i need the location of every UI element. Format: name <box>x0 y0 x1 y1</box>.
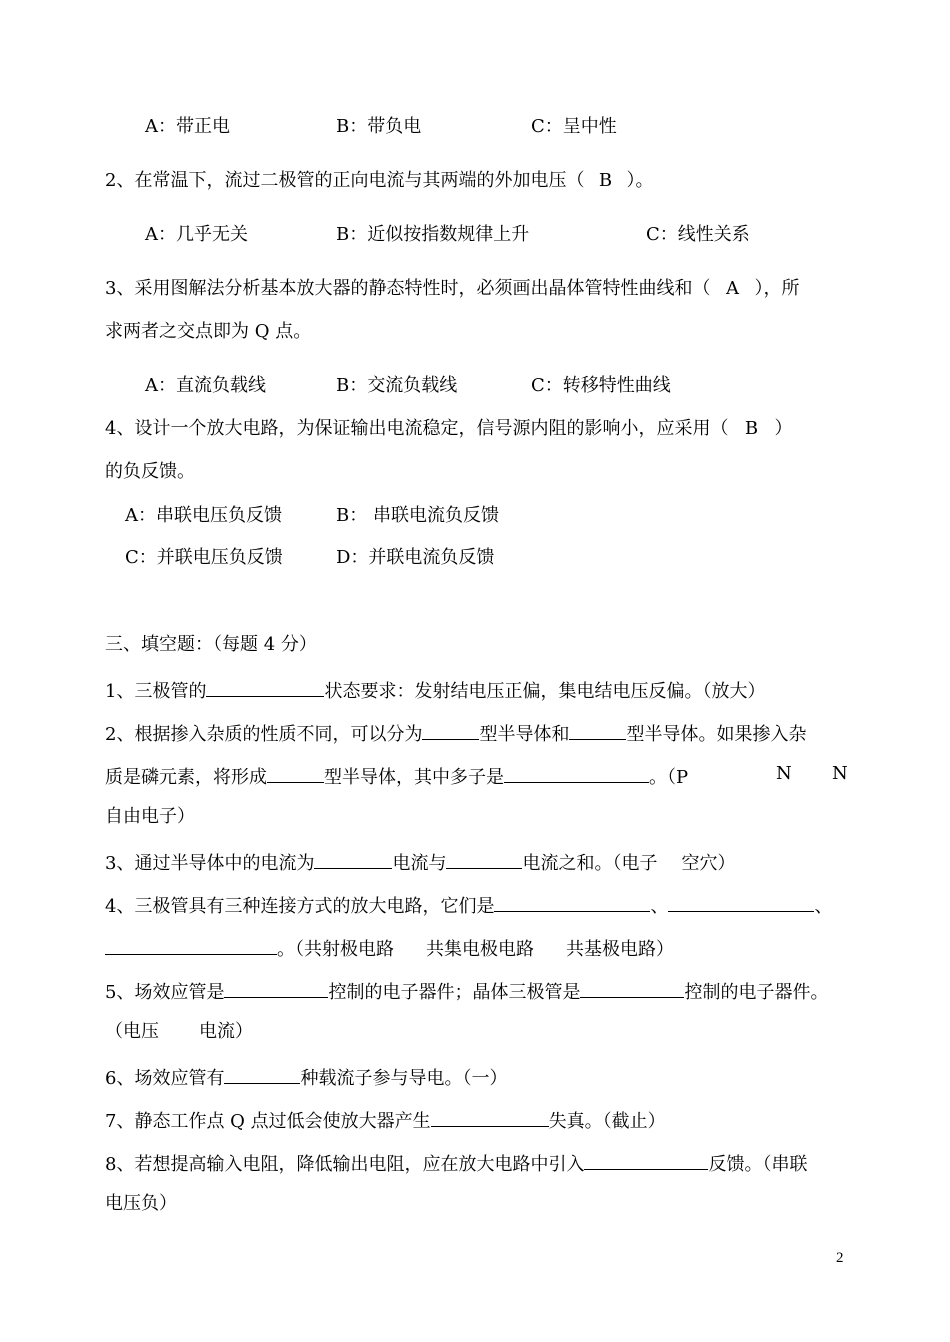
blank <box>446 848 522 869</box>
q3-option-c: C：转移特性曲线 <box>531 375 671 396</box>
blank <box>224 977 328 998</box>
fill-2-line-3: 自由电子） <box>105 806 195 827</box>
fill-6-text-b: 种载流子参与导电。（一） <box>300 1068 508 1089</box>
q4-option-a: A：串联电压负反馈 <box>125 505 282 526</box>
fill-5-text-b: 控制的电子器件；晶体三极管是 <box>328 982 581 1003</box>
fill-7-text-a: 7、静态工作点 Q 点过低会使放大器产生 <box>105 1111 431 1132</box>
fill-5-text-a: 5、场效应管是 <box>105 982 225 1003</box>
blank <box>105 934 277 955</box>
fill-2-text-d: 质是磷元素，将形成 <box>105 767 267 788</box>
fill-8-line-1 <box>105 1149 807 1177</box>
q3-continuation: 求两者之交点即为 Q 点。 <box>105 321 312 342</box>
q1-option-a: A：带正电 <box>145 116 230 137</box>
fill-4-sep-1: 、 <box>650 896 669 917</box>
q4-option-c: C：并联电压负反馈 <box>125 547 283 568</box>
q4-text: 4、设计一个放大电路，为保证输出电流稳定，信号源内阻的影响小，应采用（ <box>105 418 729 439</box>
q2-end: ）。 <box>626 170 654 191</box>
q4-answer: B <box>744 418 759 439</box>
q2-option-c: C：线性关系 <box>646 224 750 245</box>
fill-5-text-c: 控制的电子器件。 <box>684 982 829 1003</box>
q3-end: ），所 <box>754 278 800 299</box>
fill-8-text-a: 8、若想提高输入电阻，降低输出电阻，应在放大电路中引入 <box>105 1154 585 1175</box>
fill-5-line-2 <box>105 1020 253 1044</box>
fill-5-text-e: 电流） <box>199 1021 253 1042</box>
fill-5-text-d: （电压 <box>105 1021 159 1042</box>
fill-2-text-e: 型半导体，其中多子是 <box>324 767 504 788</box>
q4-option-d: D：并联电流负反馈 <box>336 547 495 568</box>
blank <box>569 719 626 740</box>
blank <box>314 848 392 869</box>
blank <box>431 1106 549 1127</box>
fill-3-text-b: 电流与 <box>392 853 447 874</box>
q1-option-c: C：呈中性 <box>531 116 617 137</box>
fill-6-text-a: 6、场效应管有 <box>105 1068 225 1089</box>
fill-8-line-2: 电压负） <box>105 1193 177 1214</box>
fill-4-text-d: 。（共射极电路 <box>277 939 394 960</box>
fill-4-text-a: 4、三极管具有三种连接方式的放大电路，它们是 <box>105 896 495 917</box>
q3-option-b: B：交流负载线 <box>336 375 458 396</box>
fill-3-text-c: 电流之和。（电子 <box>522 853 658 874</box>
blank <box>580 977 684 998</box>
section-title: 三、填空题：（每题 4 分） <box>105 634 317 655</box>
fill-2-text-a: 2、根据掺入杂质的性质不同，可以分为 <box>105 724 423 745</box>
q1-option-b: B：带负电 <box>336 116 422 137</box>
q3-answer: A <box>725 278 739 299</box>
blank <box>206 676 324 697</box>
fill-1 <box>105 676 765 704</box>
fill-2-answer-n2: N <box>832 763 848 784</box>
fill-4-text-e: 共集电极电路 <box>426 939 534 960</box>
q3-option-a: A：直流负载线 <box>145 375 266 396</box>
q2-option-a: A：几乎无关 <box>145 224 248 245</box>
q4-end: ） <box>774 418 793 439</box>
fill-2-text-f: 。（P <box>649 767 689 788</box>
fill-4-line-1 <box>105 891 832 919</box>
q2-text: 2、在常温下，流过二极管的正向电流与其两端的外加电压（ <box>105 170 585 191</box>
q4-continuation: 的负反馈。 <box>105 461 195 482</box>
blank <box>422 719 479 740</box>
q4-line <box>105 417 792 441</box>
fill-2-line-2 <box>105 762 688 790</box>
q3-line <box>105 277 799 301</box>
fill-2-text-b: 型半导体和 <box>479 724 570 745</box>
fill-7-text-b: 失真。（截止） <box>548 1111 666 1132</box>
fill-7 <box>105 1106 666 1134</box>
fill-2-line-1 <box>105 719 806 747</box>
fill-4-sep-2: 、 <box>814 896 833 917</box>
fill-6 <box>105 1063 507 1091</box>
blank <box>668 891 814 912</box>
blank <box>224 1063 300 1084</box>
fill-4-text-f: 共基极电路） <box>566 939 674 960</box>
blank <box>584 1149 708 1170</box>
fill-1-text-b: 状态要求：发射结电压正偏，集电结电压反偏。（放大） <box>324 681 766 702</box>
blank <box>504 762 649 783</box>
blank <box>494 891 650 912</box>
fill-2-text-c: 型半导体。如果掺入杂 <box>626 724 807 745</box>
q3-text: 3、采用图解法分析基本放大器的静态特性时，必须画出晶体管特性曲线和（ <box>105 278 711 299</box>
fill-2-answer-n1: N <box>776 763 792 784</box>
fill-5-line-1 <box>105 977 828 1005</box>
fill-3 <box>105 848 735 876</box>
q4-option-b: B： 串联电流负反馈 <box>336 505 499 526</box>
fill-4-line-2 <box>105 934 674 962</box>
page-number: 2 <box>836 1250 844 1266</box>
fill-3-text-a: 3、通过半导体中的电流为 <box>105 853 315 874</box>
q2-line <box>105 169 653 193</box>
blank <box>267 762 324 783</box>
q2-option-b: B：近似按指数规律上升 <box>336 224 530 245</box>
fill-3-text-d: 空穴） <box>681 853 736 874</box>
fill-1-text-a: 1、三极管的 <box>105 681 207 702</box>
q2-answer: B <box>598 170 613 191</box>
fill-8-text-b: 反馈。（串联 <box>708 1154 808 1175</box>
